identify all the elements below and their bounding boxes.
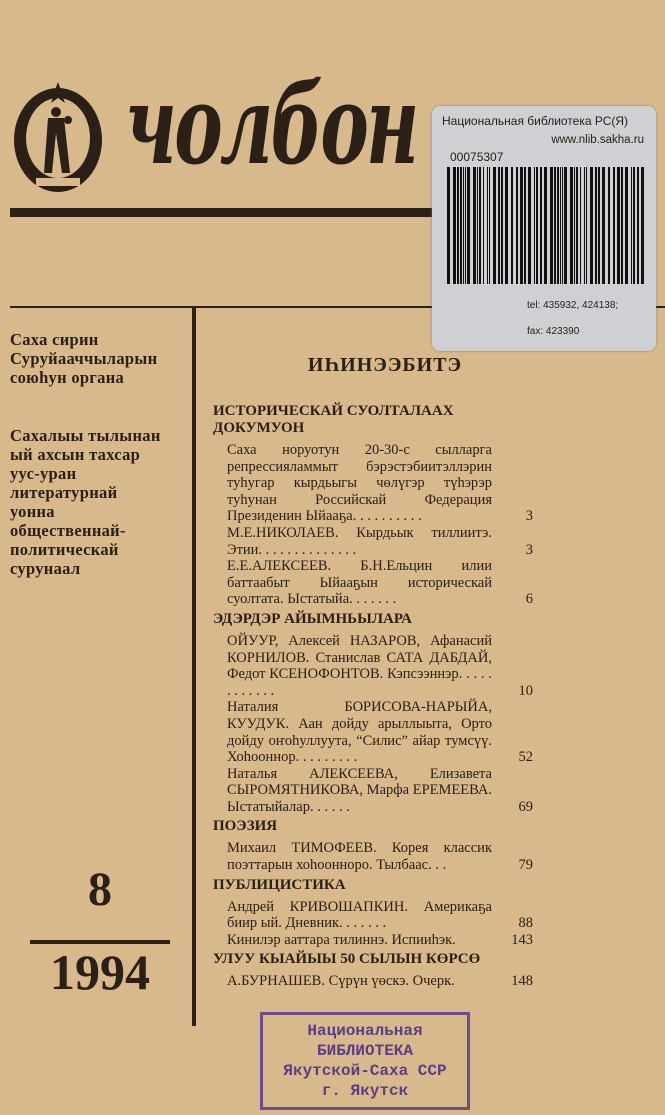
- barcode-bar: [487, 167, 488, 284]
- toc-title: ИҺИНЭЭБИТЭ: [307, 354, 463, 376]
- barcode-bar: [554, 167, 556, 284]
- organ-line: союhун органа: [10, 368, 125, 387]
- barcode-bar: [473, 167, 476, 284]
- toc-entry-text: Наталия БОРИСОВА-НАРЫЙА, КУУДУК. Аан дойду арыллыыта, Орто дойду оҥоhуллуута, “Силис” айар тумсүү. Хоhооннор. . . . . . . . .: [227, 699, 492, 766]
- issue-number: 8: [88, 863, 112, 916]
- toc-section-title: УЛУУ КЫАЙЫЫ 50 СЫЛЫН КӨРСӨ: [213, 951, 481, 968]
- barcode-bar: [453, 167, 456, 284]
- toc-entry-text: Кинилэр ааттара тилиннэ. Испииhэк.: [227, 931, 456, 948]
- magazine-title: чолбон: [125, 60, 417, 189]
- toc-entry-page: 3: [525, 508, 533, 525]
- barcode-bar: [633, 167, 635, 284]
- barcode-bar: [457, 167, 459, 284]
- barcode-bar: [602, 167, 605, 284]
- toc-section-title: ИСТОРИЧЕСКАЙ СУОЛТАЛААХ ДОКУМУОН: [213, 403, 454, 436]
- stamp-line: Якутской-Саха ССР: [283, 1062, 447, 1080]
- barcode-bar: [576, 167, 578, 284]
- barcode-bar: [544, 167, 547, 284]
- toc-entry: [227, 525, 533, 558]
- barcode-bar: [637, 167, 639, 284]
- barcode-bar: [460, 167, 462, 284]
- barcode-bar: [536, 167, 538, 284]
- description-line: ый ахсын тахсар: [10, 445, 141, 464]
- barcode-bar: [528, 167, 531, 284]
- toc-entry-text: А.БУРНАШЕВ. Сүрүн үөскэ. Очерк.: [227, 973, 455, 990]
- toc-entry: [227, 932, 533, 949]
- barcode-bar: [617, 167, 620, 284]
- toc-entry-page: 88: [518, 915, 533, 932]
- toc-entry: [227, 633, 533, 699]
- barcode-bar: [483, 167, 484, 284]
- barcode-bar: [524, 167, 526, 284]
- toc-entry-page: 148: [511, 973, 533, 990]
- toc-entry-text: М.Е.НИКОЛАЕВ. Кырдьык тиллиитэ. Этии. . . . . . . . . . . . . .: [227, 524, 492, 558]
- barcode-bar: [590, 167, 593, 284]
- toc-entry: [227, 699, 533, 765]
- toc-entry: [227, 899, 533, 932]
- barcode-bar: [574, 167, 575, 284]
- barcode-bar: [564, 167, 567, 284]
- library-url: www.nlib.sakha.ru: [551, 134, 644, 146]
- barcode-bar: [570, 167, 573, 284]
- toc-entry-text: Михаил ТИМОФЕЕВ. Корея классик поэттарын хоhоонноро. Тылбаас. . .: [227, 840, 492, 874]
- barcode-bar: [580, 167, 581, 284]
- barcode-bar: [598, 167, 600, 284]
- description-line: общественнай-: [10, 521, 126, 540]
- barcode-bar: [534, 167, 535, 284]
- publisher-organ: [10, 330, 188, 387]
- description-line: уонна: [10, 502, 55, 521]
- barcode-number: 00075307: [450, 150, 504, 164]
- masthead-rule: [10, 208, 435, 217]
- barcode-bar: [498, 167, 500, 284]
- column-divider: [192, 306, 196, 1026]
- stamp-line: г. Якутск: [321, 1082, 409, 1100]
- description-line: политическай: [10, 540, 119, 559]
- emblem-logo: [12, 78, 104, 196]
- toc-section-title: ЭДЭРДЭР АЙЫМНЬЫЛАРА: [213, 610, 412, 627]
- toc-entry: [227, 766, 533, 816]
- toc-entry-text: Наталья АЛЕКСЕЕВА, Елизавета СЫРОМЯТНИКОВА, Марфа ЕРЕМЕЕВА. Ыстатыйалар. . . . . .: [227, 765, 492, 815]
- toc-entry-page: 10: [518, 682, 533, 699]
- library-barcode-label: [432, 106, 656, 351]
- barcode-bar: [562, 167, 563, 284]
- toc-entry-page: 143: [511, 931, 533, 948]
- library-fax: fax: 423390: [527, 326, 580, 337]
- toc-section-title: ПУБЛИЦИСТИКА: [213, 876, 346, 893]
- toc-section-title: ПОЭЗИЯ: [213, 818, 278, 835]
- barcode-bar: [608, 167, 610, 284]
- library-stamp: [260, 1012, 470, 1110]
- barcode-bar: [586, 167, 587, 284]
- barcode-bar: [550, 167, 553, 284]
- magazine-description: [10, 426, 188, 578]
- description-line: сурунаал: [10, 559, 81, 578]
- barcode-bar: [477, 167, 478, 284]
- description-line: Сахалыы тылынан: [10, 426, 161, 445]
- barcode-bar: [463, 167, 464, 284]
- stamp-line: БИБЛИОТЕКА: [316, 1042, 413, 1060]
- barcode-bar: [595, 167, 597, 284]
- barcode-bar: [489, 167, 490, 284]
- organ-line: Суруйааччыларын: [10, 349, 158, 368]
- barcode-bar: [557, 167, 559, 284]
- description-line: уус-уран: [10, 464, 77, 483]
- toc-entry-page: 52: [518, 749, 533, 766]
- barcode-bar: [560, 167, 561, 284]
- barcode-bar: [625, 167, 628, 284]
- toc-entry-page: 79: [518, 857, 533, 874]
- toc-entry-page: 6: [525, 591, 533, 608]
- issue-year: 1994: [50, 944, 150, 1000]
- toc-entry: [227, 840, 533, 873]
- library-phone: tel: 435932, 424138;: [527, 300, 619, 311]
- toc-entry: [227, 558, 533, 608]
- toc-entry-text: Андрей КРИВОШАПКИН. Америкаҕа биир ый. Дневник. . . . . . .: [227, 898, 492, 932]
- barcode-bar: [479, 167, 481, 284]
- toc-entry: [227, 973, 533, 990]
- barcode-bar: [516, 167, 518, 284]
- barcode-bar: [641, 167, 644, 284]
- toc-entry-text: ОЙУУР, Алексей НАЗАРОВ, Афанасий КОРНИЛОВ. Станислав САТА ДАБДАЙ, Федот КСЕНОФОНТОВ. Кэпсээннэр. . . . . . . . . . . .: [227, 632, 492, 699]
- barcode-bar: [621, 167, 623, 284]
- barcode-bar: [631, 167, 632, 284]
- barcode-bar: [505, 167, 508, 284]
- barcode: [447, 167, 647, 284]
- toc-entry-page: 69: [518, 798, 533, 815]
- organ-line: Саха сирин: [10, 330, 99, 349]
- toc-entry-page: 3: [525, 541, 533, 558]
- toc-entry: [227, 442, 533, 525]
- toc-entry-text: Е.Е.АЛЕКСЕЕВ. Б.Н.Ельцин илии баттаабыт Ыйааҕын историческай суолтата. Ыстатыйа. . . . . . .: [227, 558, 492, 608]
- library-name: Национальная библиотека РС(Я): [442, 114, 629, 128]
- barcode-bar: [520, 167, 523, 284]
- barcode-bar: [467, 167, 470, 284]
- stamp-line: Национальная: [307, 1022, 423, 1040]
- barcode-bar: [511, 167, 513, 284]
- toc-entry-text: Саха норуотун 20-30-с сылларга репрессияламмыт бэрэстэбиитэллэрин туhугар кырдьыгы чөлүгэр түhэрэр туhунан Российскай Федерация Президенин Ыйааҕа. . . . . . . . . .: [227, 442, 492, 525]
- barcode-bar: [613, 167, 615, 284]
- barcode-bar: [447, 167, 450, 284]
- barcode-bar: [584, 167, 585, 284]
- barcode-bar: [493, 167, 496, 284]
- description-line: литературнай: [10, 483, 118, 502]
- barcode-bar: [540, 167, 542, 284]
- barcode-bar: [465, 167, 466, 284]
- table-of-contents: [213, 400, 533, 990]
- barcode-bar: [501, 167, 503, 284]
